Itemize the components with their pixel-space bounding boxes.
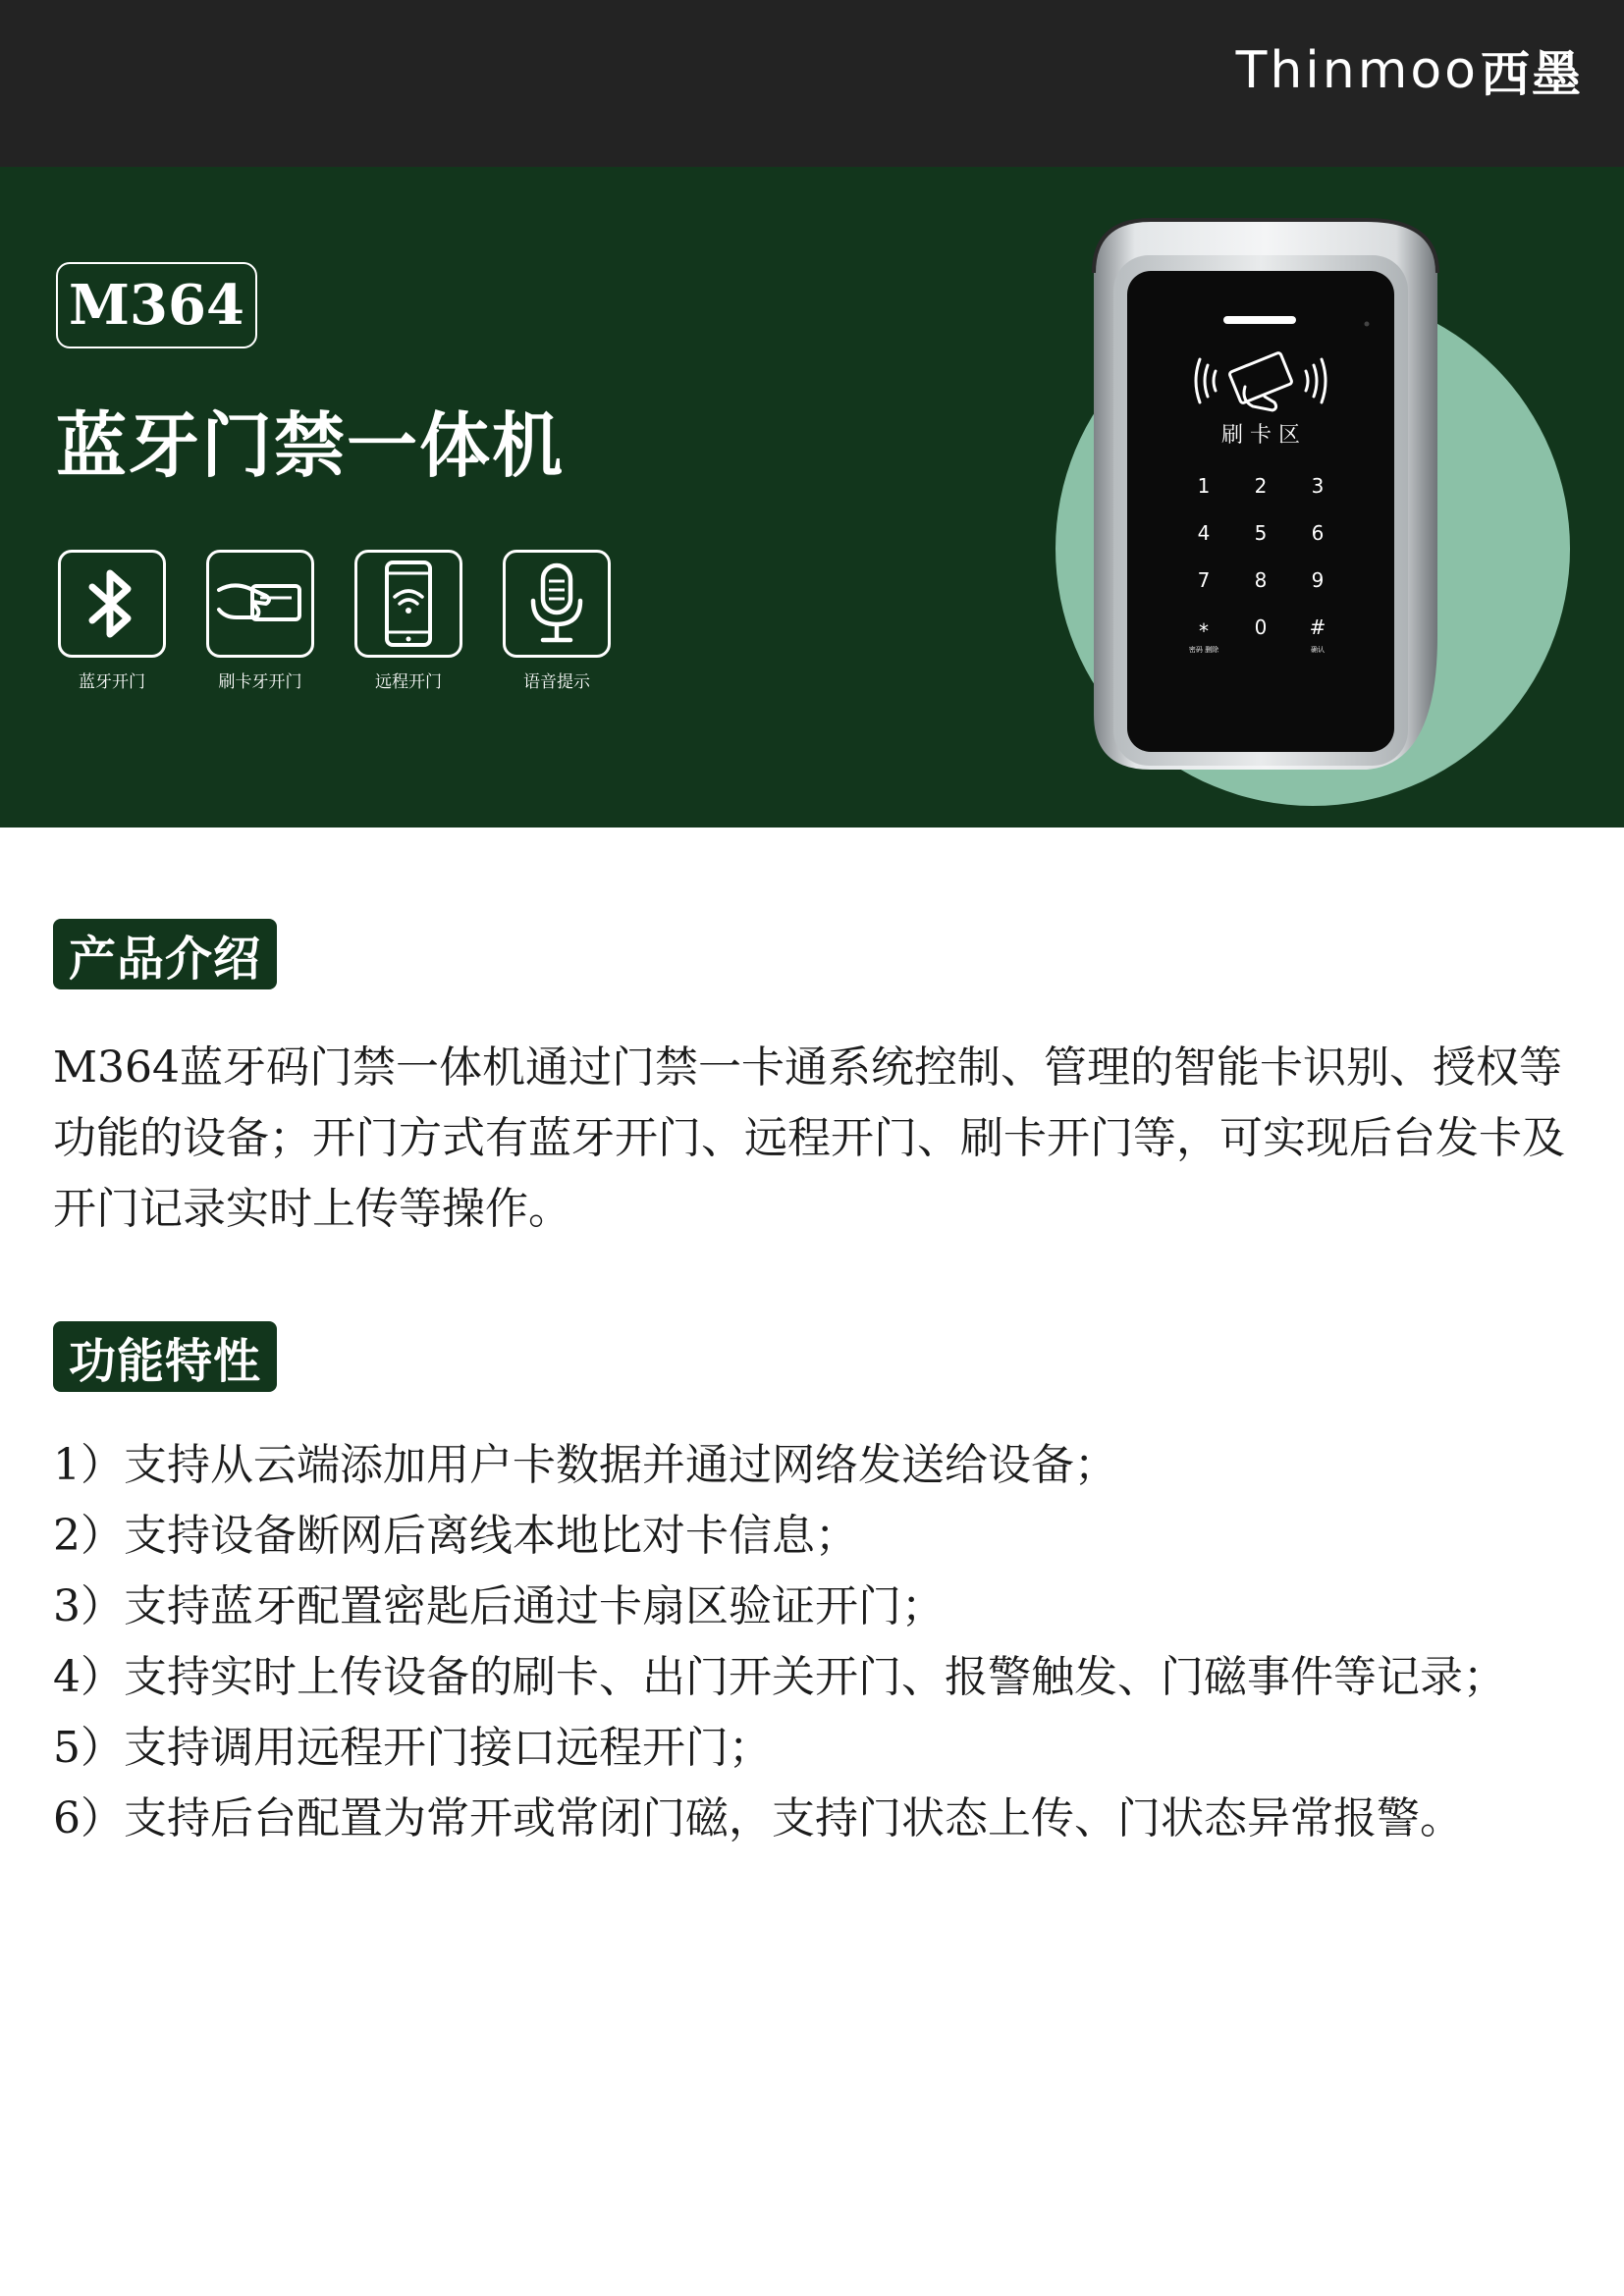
- key-star-sublabel: 密码 删除: [1188, 646, 1219, 654]
- key-5: 5: [1254, 521, 1268, 545]
- card-area-label: 刷 卡 区: [1221, 423, 1300, 448]
- brand-name-cn: 西墨: [1481, 46, 1583, 103]
- key-4: 4: [1197, 521, 1211, 545]
- list-item: 5）支持调用远程开门接口远程开门；: [53, 1723, 772, 1773]
- microphone-icon: [503, 550, 611, 658]
- feature-list: [53, 1430, 1585, 1854]
- key-9: 9: [1311, 568, 1325, 592]
- feature-label: 刷卡牙开门: [218, 672, 302, 692]
- section-heading-features: 功能特性: [53, 1321, 277, 1392]
- top-bar: [0, 0, 1624, 167]
- hero-banner: [0, 167, 1624, 828]
- key-hash: #: [1309, 615, 1326, 639]
- key-3: 3: [1311, 474, 1325, 498]
- feature-label: 远程开门: [375, 672, 442, 692]
- key-1: 1: [1197, 474, 1211, 498]
- bluetooth-icon: [58, 550, 166, 658]
- feature-remote: [352, 550, 464, 692]
- feature-voice: [501, 550, 613, 692]
- card-swipe-icon: [206, 550, 314, 658]
- feature-icon-row: [56, 550, 613, 692]
- access-control-device: [1072, 214, 1441, 775]
- key-star: *: [1199, 619, 1209, 643]
- list-item: 4）支持实时上传设备的刷卡、出门开关开门、报警触发、门磁事件等记录；: [53, 1652, 1506, 1702]
- intro-paragraph: M364蓝牙码门禁一体机通过门禁一卡通系统控制、管理的智能卡识别、授权等功能的设备；开门方式有蓝牙开门、远程开门、刷卡开门等，可实现后台发卡及开门记录实时上传等操作。: [53, 1042, 1565, 1234]
- phone-wifi-icon: [354, 550, 462, 658]
- key-7: 7: [1197, 568, 1211, 592]
- brand-name-en: Thinmoo: [1235, 41, 1479, 100]
- feature-bluetooth: [56, 550, 168, 692]
- key-6: 6: [1311, 521, 1325, 545]
- feature-label: 蓝牙开门: [79, 672, 145, 692]
- brand-logo: [1236, 35, 1583, 106]
- key-2: 2: [1254, 474, 1268, 498]
- list-item: 2）支持设备断网后离线本地比对卡信息；: [53, 1511, 858, 1561]
- model-badge: M364: [56, 262, 257, 348]
- feature-card-swipe: [204, 550, 316, 692]
- product-title: 蓝牙门禁一体机: [56, 404, 566, 487]
- key-hash-sublabel: 确认: [1311, 646, 1325, 654]
- list-item: 6）支持后台配置为常开或常闭门磁，支持门状态上传、门状态异常报警。: [53, 1793, 1463, 1843]
- section-heading-intro: 产品介绍: [53, 919, 277, 989]
- key-8: 8: [1254, 568, 1268, 592]
- key-0: 0: [1254, 615, 1268, 639]
- feature-label: 语音提示: [523, 672, 590, 692]
- list-item: 1）支持从云端添加用户卡数据并通过网络发送给设备；: [53, 1440, 1117, 1490]
- list-item: 3）支持蓝牙配置密匙后通过卡扇区验证开门；: [53, 1581, 945, 1631]
